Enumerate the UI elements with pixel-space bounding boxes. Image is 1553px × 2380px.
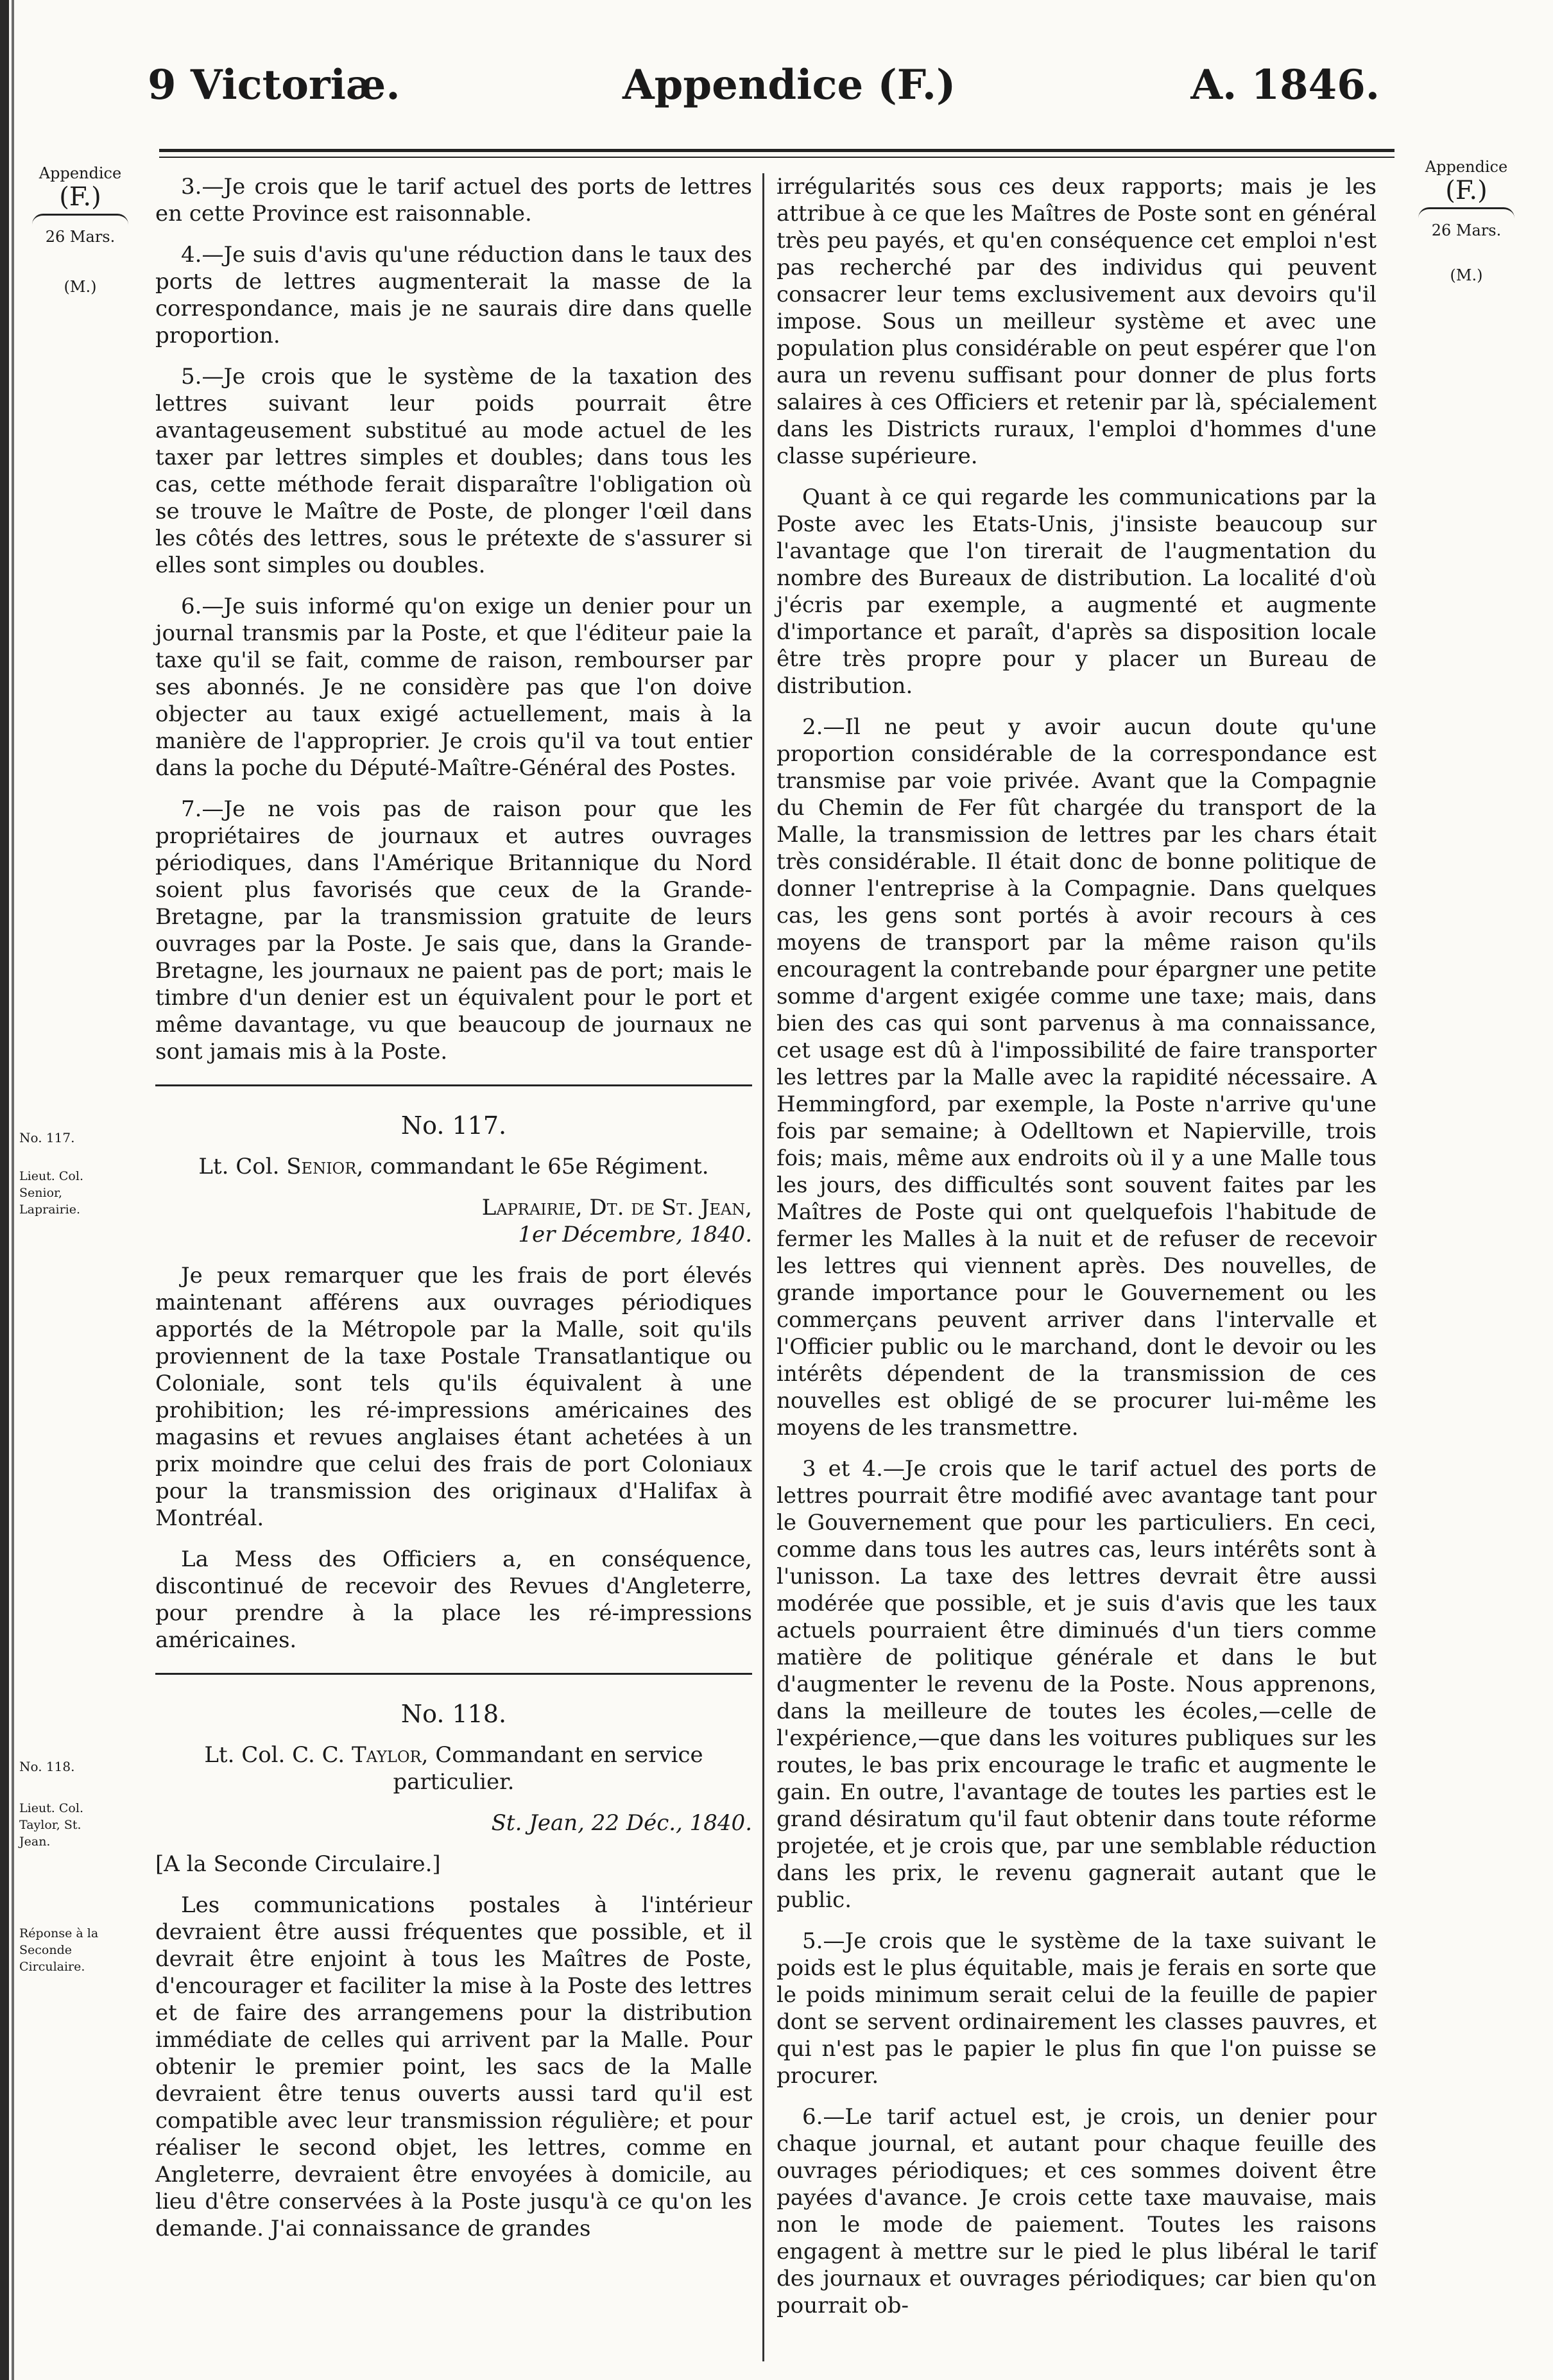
letter-117-paragraph-2: La Mess des Officiers a, en conséquence, discontinué de recevoir des Revues d'Angleterre, pour prendre à la place les ré-impressions américaines. xyxy=(155,1546,752,1653)
margin-right-date: 26 Mars. xyxy=(1431,221,1502,239)
right-paragraph-5: 5.—Je crois que le système de la taxe suivant le poids est le plus équitable, mais je ferais en sorte que le poids minimum serait celui de la feuille de papier dont se servent ordinairement les classes pauvres, et qui n'est pas le papier le plus fin que l'on puisse se procurer. xyxy=(777,1928,1377,2089)
right-paragraph-6: 6.—Le tarif actuel est, je crois, un denier pour chaque journal, et autant pour chaque feuille des ouvrages périodiques; et ces sommes doivent être payées d'avance. Je crois cette taxe mauvaise, mais non le mode de paiement. Toutes les raisons engagent à mettre sur le pied le plus libéral le tarif des journaux et ouvrages périodiques; car bien qu'on pourrait ob- xyxy=(777,2104,1377,2318)
letter-117-paragraph-1: Je peux remarquer que les frais de port élevés maintenant afférens aux ouvrages périodiques apportés de la Métropole par la Malle, soit qu'ils proviennent de la taxe Postale Transatlantique ou Coloniale, sont tels qu'ils équivalent à une prohibition; les ré-impressions américaines des magasins et revues anglaises étant achetées à un prix moindre que celui des frais de port Coloniaux pour la transmission des originaux d'Halifax à Montréal. xyxy=(155,1263,752,1531)
sidenote-no117-name: Lieut. Col. Senior, Laprairie. xyxy=(19,1169,83,1217)
header-year: A. 1846. xyxy=(1190,61,1380,109)
margin-right-brace xyxy=(1418,207,1514,218)
margin-left-brace xyxy=(32,214,128,225)
sidenote-no118-name: Lieut. Col. Taylor, St. Jean. xyxy=(19,1801,83,1849)
margin-left-block xyxy=(26,164,135,296)
margin-right-letter: (F.) xyxy=(1445,176,1488,205)
letter-118-paragraph-1: Les communications postales à l'intérieur devraient être aussi fréquentes que possible, et il devrait être enjoint à tous les Maîtres de Poste, d'encourager et faciliter la mise à la Poste des lettres et de faire des arrangemens pour la distribution immédiate de celles qui arrivent par la Malle. Pour obtenir le premier point, les sacs de la Malle devraient être tenus ouverts aussi tard qu'il est compatible avec leur transmission régulière; et pour réaliser le second objet, les lettres, comme en Angleterre, devraient être envoyées à domicile, au lieu d'être conservées à la Poste jusqu'à ce qu'on les demande. J'ai connaissance de grandes xyxy=(155,1892,752,2241)
letter-heading-118: No. 118. xyxy=(400,1700,507,1728)
margin-left-appendix: Appendice xyxy=(39,164,122,182)
byline-117-prefix: Lt. Col. xyxy=(198,1154,287,1179)
margin-left-date: 26 Mars. xyxy=(45,228,116,246)
section-rule-118 xyxy=(155,1673,752,1675)
sidenote-no118: No. 118. xyxy=(19,1759,75,1774)
letter-heading-117: No. 117. xyxy=(400,1111,507,1140)
letter-byline-118 xyxy=(155,1742,752,1795)
header-session: 9 Victoriæ. xyxy=(148,61,400,109)
left-column xyxy=(155,173,752,2256)
right-column xyxy=(777,173,1377,2333)
letter-date-118: St. Jean, 22 Déc., 1840. xyxy=(491,1810,752,1836)
sidenote-no118-reply: Réponse à la Seconde Circulaire. xyxy=(19,1926,99,1974)
byline-118-suffix: , Commandant en service particulier. xyxy=(393,1742,703,1795)
running-header xyxy=(148,61,1380,125)
header-rule-thick xyxy=(159,149,1394,152)
paragraph-4: 4.—Je suis d'avis qu'une réduction dans le taux des ports de lettres augmenterait la masse de la correspondance, mais je ne saurais dire dans quelle proportion. xyxy=(155,242,752,348)
paragraph-7: 7.—Je ne vois pas de raison pour que les propriétaires de journaux et autres ouvrages périodiques, dans l'Amérique Britannique du Nord soient plus favorisés que ceux de la Grande-Bretagne, par la transmission gratuite de leurs ouvrages par la Poste. Je sais que, dans la Grande-Bretagne, les journaux ne paient pas de port; mais le timbre d'un denier est un équivalent pour le port et même davantage, vu que beaucoup de journaux ne sont jamais mis à la Poste. xyxy=(155,796,752,1065)
right-paragraph-1: irrégularités sous ces deux rapports; mais je les attribue à ce que les Maîtres de Poste sont en général très peu payés, et qu'en conséquence cet emploi n'est pas recherché par des individus qui peuvent consacrer leur tems exclusivement aux devoirs qu'il impose. Sous un meilleur système et avec une population plus considérable on peut espérer que l'on aura un revenu suffisant pour donner de plus forts salaires à ces Officiers et retenir par là, spécialement dans les Districts ruraux, l'emploi d'hommes d'une classe supérieure. xyxy=(777,174,1377,469)
paragraph-6: 6.—Je suis informé qu'on exige un denier pour un journal transmis par la Poste, et que l'éditeur paie la taxe qu'il se fait, comme de raison, rembourser par ses abonnés. Je ne considère pas que l'on doive objecter au taux exigé actuellement, mais à la manière de l'approprier. Je crois qu'il va tout entier dans la poche du Député-Maître-Général des Postes. xyxy=(155,594,752,781)
sidenote-no117: No. 117. xyxy=(19,1130,75,1145)
margin-right-block xyxy=(1402,157,1531,285)
margin-right-appendix: Appendice xyxy=(1425,158,1508,176)
margin-right-mark: (M.) xyxy=(1450,266,1483,284)
byline-117-suffix: , commandant le 65e Régiment. xyxy=(356,1154,709,1179)
margin-left-mark: (M.) xyxy=(64,278,97,296)
binding-edge xyxy=(0,0,9,2380)
letter-date-117: 1er Décembre, 1840. xyxy=(518,1222,752,1247)
right-paragraph-2: Quant à ce qui regarde les communications par la Poste avec les Etats-Unis, j'insiste beaucoup sur l'avantage que l'on tirerait de l'augmentation du nombre des Bureaux de distribution. La localité d'où j'écris par exemple, a augmenté et augmente d'importance et paraît, d'après sa disposition locale être très propre pour y placer un Bureau de distribution. xyxy=(777,484,1377,699)
section-rule-117 xyxy=(155,1084,752,1086)
paragraph-5: 5.—Je crois que le système de la taxation des lettres suivant leur poids pourrait être avantageusement substitué au mode actuel de les taxer par lettres simples et doubles; dans tous les cas, cette méthode ferait disparaître l'obligation où se trouve le Maître de Poste, de plonger l'œil dans les côtés des lettres, sous le prétexte de s'assurer si elles sont simples ou doubles. xyxy=(155,364,752,578)
right-paragraph-4: 3 et 4.—Je crois que le tarif actuel des ports de lettres pourrait être modifié avec avantage tant pour le Gouvernement que pour les particuliers. En ceci, comme dans tous les autres cas, leurs intérêts sont à l'unisson. La taxe des lettres devrait être aussi modérée que possible, et je suis d'avis que les taux actuels pourraient être diminués d'un tiers comme matière de politique générale et dans le but d'augmenter le revenu de la Poste. Nous apprenons, dans la meilleure de toutes les écoles,—celle de l'expérience,—que dans les voitures publiques sur les routes, le bas prix encourage le trafic et augmente le gain. En outre, l'avantage de toutes les parties est le grand désiratum qu'il faut obtenir dans toute réforme projetée, et je crois que, par une semblable réduction dans les prix, le revenu gagnerait autant que le public. xyxy=(777,1456,1377,1913)
letter-place-117: Laprairie, Dt. de St. Jean, xyxy=(481,1195,752,1220)
paragraph-3: 3.—Je crois que le tarif actuel des ports de lettres en cette Province est raisonnable. xyxy=(155,174,752,227)
byline-118-prefix: Lt. Col. C. C. xyxy=(204,1742,352,1768)
letter-byline-117 xyxy=(155,1153,752,1180)
header-rule-thin xyxy=(159,157,1394,158)
binding-edge-inner xyxy=(12,0,14,2380)
letter-118-bracket-note: [A la Seconde Circulaire.] xyxy=(155,1851,441,1877)
byline-118-name: Taylor xyxy=(352,1742,422,1768)
column-divider xyxy=(762,173,764,2361)
margin-left-letter: (F.) xyxy=(59,182,101,212)
right-paragraph-3: 2.—Il ne peut y avoir aucun doute qu'une proportion considérable de la correspondance est transmise par voie privée. Avant que la Compagnie du Chemin de Fer fût chargée du transport de la Malle, la transmission de lettres par les chars était très considérable. Il était donc de bonne politique de donner l'entreprise à la Compagnie. Dans quelques cas, les gens sont portés à avoir recours à ces moyens de transport par la même raison qu'ils encouragent la contrebande pour épargner une petite somme d'argent exigée comme une taxe; mais, dans bien des cas qui sont parvenus à ma connaissance, cet usage est dû à l'impossibilité de faire transporter les lettres par la Malle avec la rapidité nécessaire. A Hemmingford, par exemple, la Poste n'arrive qu'une fois par semaine; à Odelltown et Napierville, trois fois; mais, même aux endroits où il y a une Malle tous les jours, des difficultés sont souvent faites par les Maîtres de Poste qui ont quelquefois l'habitude de fermer les Malles à la nuit et de refuser de recevoir les lettres qui viennent après. Des nouvelles, de grande importance pour le Gouvernement ou les commerçans peuvent arriver dans l'intervalle et l'Officier public ou le marchand, dont le devoir ou les intérêts dépendent de la transmission de ces nouvelles est obligé de se procurer lui-même les moyens de les transmettre. xyxy=(777,714,1377,1441)
header-appendix: Appendice (F.) xyxy=(622,61,956,109)
byline-117-name: Senior xyxy=(286,1154,357,1179)
